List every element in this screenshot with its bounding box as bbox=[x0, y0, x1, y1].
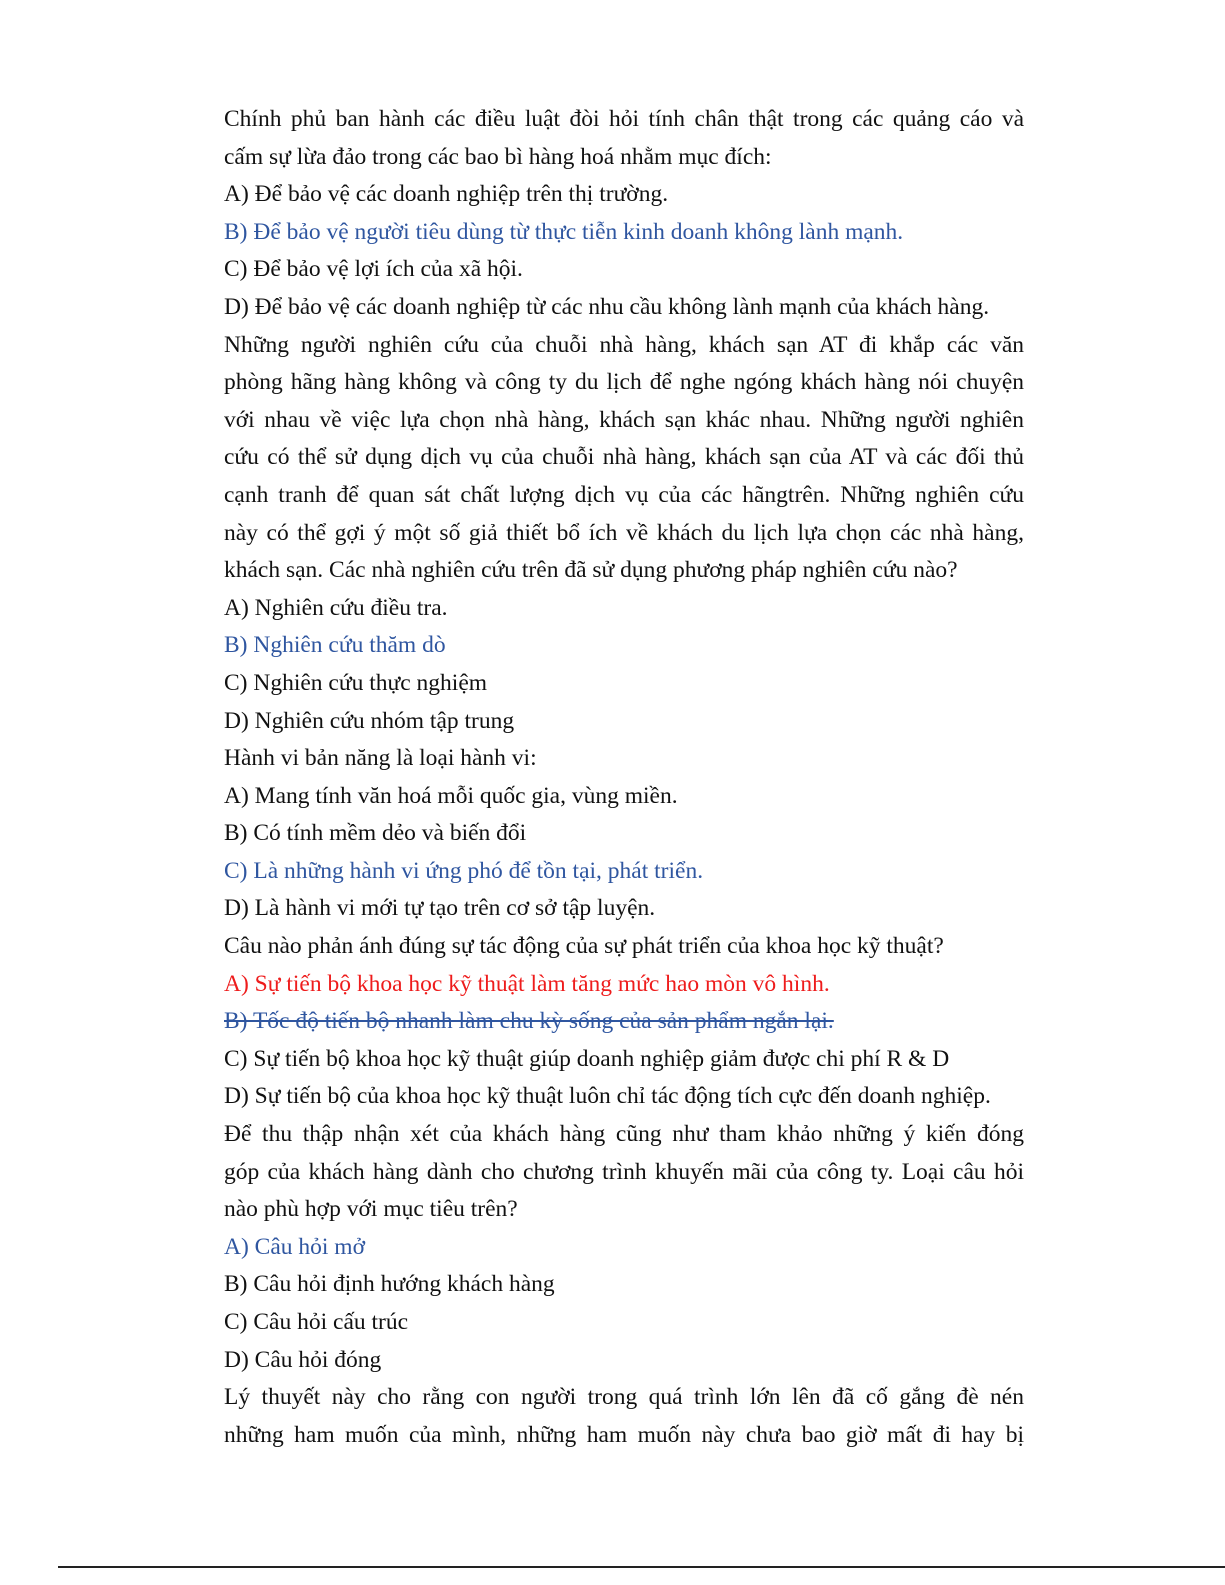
answer-option: B) Có tính mềm dẻo và biến đổi bbox=[224, 820, 527, 847]
answer-option-correct: B) Để bảo vệ người tiêu dùng từ thực tiễn kinh doanh không lành mạnh. bbox=[224, 218, 904, 245]
question-text: Câu nào phản ánh đúng sự tác động của sự phát triển của khoa học kỹ thuật? bbox=[224, 933, 944, 960]
answer-option: C) Câu hỏi cấu trúc bbox=[224, 1309, 409, 1335]
struck-text: B) Tốc độ tiến bộ nhanh làm chu kỳ sống của sản phẩm ngắn lại. bbox=[224, 1008, 834, 1035]
question-text: Để thu thập nhận xét của khách hàng cũng như tham khảo những ý kiến đóng bbox=[224, 1121, 1024, 1148]
document-body bbox=[224, 101, 1024, 1454]
question-text: nào phù hợp với mục tiêu trên? bbox=[224, 1196, 518, 1223]
question-text: những ham muốn của mình, những ham muốn này chưa bao giờ mất đi hay bị bbox=[224, 1421, 1024, 1448]
answer-option: D) Để bảo vệ các doanh nghiệp từ các nhu cầu không lành mạnh của khách hàng. bbox=[224, 293, 990, 320]
question-text: Hành vi bản năng là loại hành vi: bbox=[224, 745, 537, 772]
answer-option: A) Nghiên cứu điều tra. bbox=[224, 594, 448, 621]
question-text: phòng hãng hàng không và công ty du lịch để nghe ngóng khách hàng nói chuyện bbox=[224, 369, 1024, 396]
answer-option: A) Mang tính văn hoá mỗi quốc gia, vùng miền. bbox=[224, 782, 678, 809]
question-text: này có thể gợi ý một số giả thiết bổ ích về khách du lịch lựa chọn các nhà hàng, bbox=[224, 519, 1024, 546]
answer-option-correct: A) Câu hỏi mở bbox=[224, 1233, 366, 1260]
question-text: với nhau về việc lựa chọn nhà hàng, khách sạn khác nhau. Những người nghiên bbox=[224, 406, 1024, 433]
answer-option: D) Câu hỏi đóng bbox=[224, 1346, 382, 1373]
question-text: cứu có thể sử dụng dịch vụ của chuỗi nhà hàng, khách sạn của AT và các đối thủ bbox=[224, 444, 1024, 471]
question-text: cấm sự lừa đảo trong các bao bì hàng hoá nhằm mục đích: bbox=[224, 143, 772, 170]
answer-option: A) Để bảo vệ các doanh nghiệp trên thị trường. bbox=[224, 181, 669, 208]
answer-option: D) Là hành vi mới tự tạo trên cơ sở tập luyện. bbox=[224, 895, 656, 922]
answer-option: C) Nghiên cứu thực nghiệm bbox=[224, 669, 488, 696]
answer-option-correct: B) Nghiên cứu thăm dò bbox=[224, 632, 446, 659]
page-divider bbox=[58, 1566, 1225, 1568]
question-text: cạnh tranh để quan sát chất lượng dịch vụ của các hãngtrên. Những nghiên cứu bbox=[224, 481, 1024, 508]
question-text: góp của khách hàng dành cho chương trình khuyến mãi của công ty. Loại câu hỏi bbox=[224, 1158, 1024, 1185]
answer-option: D) Sự tiến bộ của khoa học kỹ thuật luôn chỉ tác động tích cực đến doanh nghiệp. bbox=[224, 1083, 991, 1110]
answer-option: C) Để bảo vệ lợi ích của xã hội. bbox=[224, 256, 523, 283]
question-text: khách sạn. Các nhà nghiên cứu trên đã sử dụng phương pháp nghiên cứu nào? bbox=[224, 557, 958, 584]
question-text: Lý thuyết này cho rằng con người trong quá trình lớn lên đã cố gắng đè nén bbox=[224, 1384, 1024, 1411]
answer-option: C) Sự tiến bộ khoa học kỹ thuật giúp doanh nghiệp giảm được chi phí R & D bbox=[224, 1045, 950, 1072]
question-text: Những người nghiên cứu của chuỗi nhà hàng, khách sạn AT đi khắp các văn bbox=[224, 331, 1024, 358]
question-text: Chính phủ ban hành các điều luật đòi hỏi tính chân thật trong các quảng cáo và bbox=[224, 106, 1024, 132]
answer-option: B) Câu hỏi định hướng khách hàng bbox=[224, 1271, 555, 1298]
answer-option-correct: C) Là những hành vi ứng phó để tồn tại, phát triển. bbox=[224, 857, 704, 884]
answer-option-struck bbox=[224, 1003, 1024, 1041]
answer-option-red: A) Sự tiến bộ khoa học kỹ thuật làm tăng mức hao mòn vô hình. bbox=[224, 970, 830, 997]
answer-option: D) Nghiên cứu nhóm tập trung bbox=[224, 707, 515, 734]
